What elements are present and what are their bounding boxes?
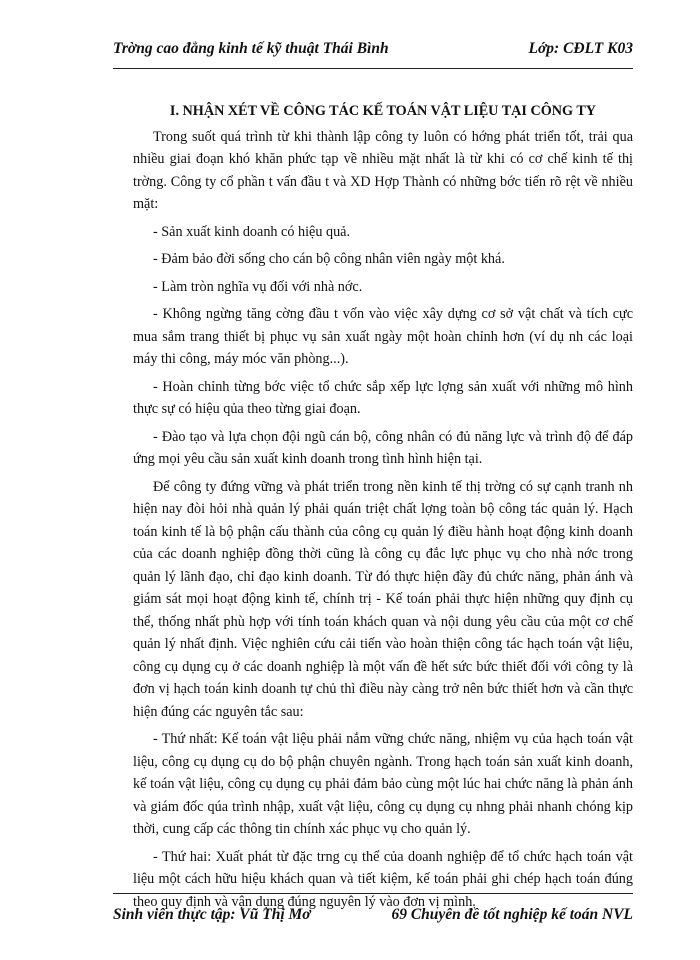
list-item: - Làm tròn nghĩa vụ đối với nhà nớc. [153,278,363,295]
list-item: - Hoàn chỉnh từng bớc việc tổ chức sắp xếp lực lợng sản xuất với những mô hình thực sự có hiệu qủa theo từng giai đoạn. [133,378,633,417]
header-rule [113,68,633,69]
paragraph-main: Để công ty đứng vững và phát triển trong nền kinh tế thị trờng có sự cạnh tranh nh hiện nay đòi hỏi nhà quản lý phải quán triệt chất lợng toàn bộ công tác quản lý. Hạch toán kinh tế là bộ phận cấu thành của công cụ quản lý điều hành hoạt động kinh doanh của các doanh nghiệp đồng thời cũng là công cụ đắc lực phục vụ cho nhà nớc trong quản lý lãnh đạo, chỉ đạo kinh doanh. Từ đó thực hiện đầy đủ chức năng, phản ánh và giám sát mọi hoạt động kinh tế, chính trị - Kế toán phải thực hiện những quy định cụ thể, thống nhất phù hợp với tính toán khách quan và nội dung yêu cầu của một cơ chế quản lý nhất định. Việc nghiên cứu cải tiến vào hoàn thiện công tác hạch toán vật liệu, công cụ dụng cụ ở các doanh nghiệp là một vấn đề hết sức bức thiết đối với công ty là đơn vị hạch toán kinh doanh tự chủ thì điều này càng trở nên bức thiết hơn và cần thực hiện đúng các nguyên tắc sau: [133,478,633,720]
section-title: I. NHẬN XÉT VỀ CÔNG TÁC KẾ TOÁN VẬT LIỆU TẠI CÔNG TY [169,103,597,119]
principle-item: - Thứ nhất: Kế toán vật liệu phải nắm vững chức năng, nhiệm vụ của hạch toán vật liệu, công cụ dụng cụ do bộ phận chuyên ngành. Trong hạch toán sản xuất kinh doanh, kế toán vật liệu, công cụ dụng cụ phải đảm bảo cùng một lúc hai chức năng là phản ánh và giám đốc qúa trình nhập, xuất vật liệu, công cụ dụng cụ nhng phải nhanh chóng kịp thời, cung cấp các thông tin chính xác phục vụ cho quản lý. [133,731,633,837]
page-footer [113,904,633,928]
document-body [133,100,633,918]
header-school-name: Trờng cao đẳng kinh tế kỹ thuật Thái Bình [113,40,389,57]
principle-item: - Thứ hai: Xuất phát từ đặc trng cụ thể của doanh nghiệp để tổ chức hạch toán vật liệu một cách hữu hiệu khách quan và tiết kiệm, kế toán phải ghi chép hạch toán đúng theo quy định và vận dụng đúng nguyên lý vào đơn vị mình. [133,848,633,910]
list-item: - Sản xuất kinh doanh có hiệu quả. [153,223,351,240]
header-class-name: Lớp: CĐLT K03 [528,40,633,57]
footer-rule [113,893,633,894]
paragraph-intro: Trong suốt quá trình từ khi thành lập công ty luôn có hớng phát triển tốt, trải qua nhiều giai đoạn khó khăn phức tạp về nhiều mặt nhất là từ khi có cơ chế kinh tế thị trờng. Công ty cổ phần t vấn đầu t và XD Hợp Thành có những bớc tiến rõ rệt về nhiều mặt: [133,128,633,212]
list-item: - Đào tạo và lựa chọn đội ngũ cán bộ, công nhân có đủ năng lực và trình độ để đáp ứng mọi yêu cầu sản xuất kinh doanh trong tình hình hiện tại. [133,428,633,467]
footer-page-topic: 69 Chuyên đề tốt nghiệp kế toán NVL [391,906,633,923]
list-item: - Đảm bảo đời sống cho cán bộ công nhân viên ngày một khá. [153,251,505,267]
page-header [113,38,633,62]
footer-student-name: Sinh viên thực tập: Vũ Thị Mơ [113,906,311,923]
list-item: - Không ngừng tăng cờng đầu t vốn vào việc xây dựng cơ sở vật chất và tích cực mua sắm trang thiết bị phục vụ sản xuất ngày một hoàn chỉnh hơn (ví dụ nh các loại máy thi công, máy móc văn phòng...). [133,306,633,367]
